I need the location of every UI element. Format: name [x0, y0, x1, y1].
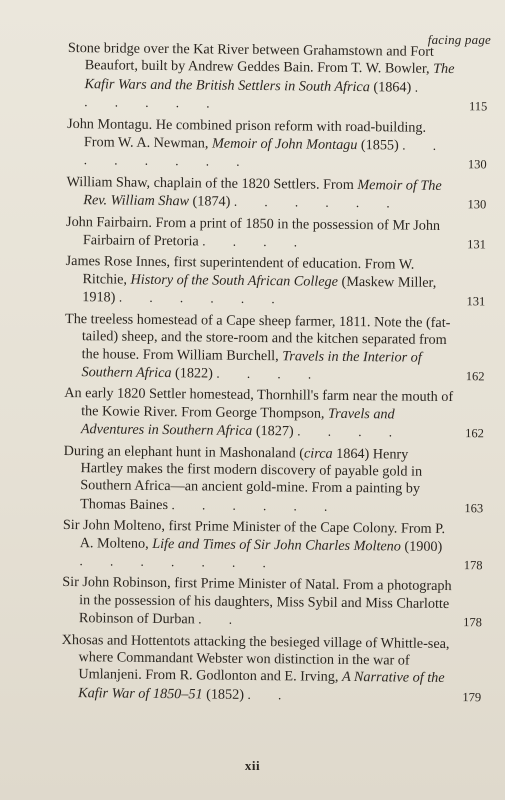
- leader-dots: . . . . . .: [118, 289, 287, 307]
- page-number: 131: [467, 237, 486, 252]
- facing-page-label: facing page: [427, 32, 491, 47]
- page-number: 131: [466, 294, 486, 309]
- leader-dots: . . . . . .: [233, 193, 402, 211]
- leader-dots: . . . .: [202, 233, 310, 250]
- page-folio: xii: [244, 758, 261, 773]
- leader-dots: . . . . . .: [84, 79, 431, 111]
- page-number: 115: [468, 99, 488, 114]
- list-item: During an elephant hunt in Mashonaland (circa 1864) Henry Hartley makes the first modern discovery of payable gold in Southern Africa—an ancient gold-mine. From a painting by Thomas Baines . . . . . . 163: [63, 443, 484, 518]
- list-item: John Fairbairn. From a print of 1850 in the possession of Mr John Fairbairn of Pretoria . . . . 131: [66, 214, 486, 254]
- leader-dots: . .: [247, 686, 294, 703]
- page-number: 162: [465, 369, 485, 384]
- page-number: 162: [465, 426, 484, 441]
- list-item: An early 1820 Settler homestead, Thornhill's farm near the mouth of the Kowie River. From George Thompson, Travels and Adventures in Southern Africa (1827) . . . . 162: [64, 385, 485, 443]
- page-number: 178: [463, 615, 482, 630]
- leader-dots: . . . .: [297, 423, 405, 440]
- page-number: 178: [463, 558, 483, 573]
- list-item: James Rose Innes, first superintendent of education. From W. Ritchie, History of the South African College (Maskew Miller, 1918) . . . . . . 131: [65, 253, 486, 311]
- list-item: Xhosas and Hottentots attacking the besieged village of Whittle-sea, where Commandant Webster won distinction in the war of Umlanjeni. From R. Godlonton and E. Irving, A Narrative of the Kafir War of 1850–51 (1852) . . 179: [61, 632, 482, 707]
- leader-dots: . .: [198, 611, 245, 628]
- leader-dots: . . . . . .: [171, 496, 340, 514]
- leader-dots: . . . . . . . .: [83, 137, 449, 170]
- list-item: The treeless homestead of a Cape sheep farmer, 1811. Note the (fat-tailed) sheep, and the store-room and the kitchen separated from the house. From William Burchell, Travels in the Interior of Southern Africa (1822) . . . . 162: [64, 311, 485, 386]
- illustrations-list: [61, 40, 488, 711]
- list-item: Sir John Molteno, first Prime Minister of the Cape Colony. From P. A. Molteno, Life and Times of Sir John Charles Molteno (1900) . . . . . . . 178: [62, 517, 483, 575]
- page-number: 179: [462, 689, 482, 705]
- list-item: William Shaw, chaplain of the 1820 Settlers. From Memoir of The Rev. William Shaw (1874) . . . . . . 130: [66, 174, 486, 214]
- page-number: 130: [467, 197, 487, 212]
- list-item: Sir John Robinson, first Prime Minister of Natal. From a photograph in the possession of his daughters, Miss Sybil and Miss Charlotte Robinson of Durban . . 178: [62, 574, 483, 632]
- leader-dots: . . . .: [216, 365, 324, 382]
- leader-dots: . . . . . . .: [79, 553, 278, 571]
- list-item: Stone bridge over the Kat River between Grahamstown and Fort Beaufort, built by Andrew Geddes Bain. From T. W. Bowler, The Kafir Wars and the British Settlers in South Africa (1864) . . . . . . 115: [67, 40, 488, 116]
- page-number: 163: [464, 500, 484, 516]
- list-item: John Montagu. He combined prison reform with road-building. From W. A. Newman, Memoir of John Montagu (1855) . . . . . . . . 130: [67, 116, 488, 175]
- page-number: 130: [467, 157, 487, 172]
